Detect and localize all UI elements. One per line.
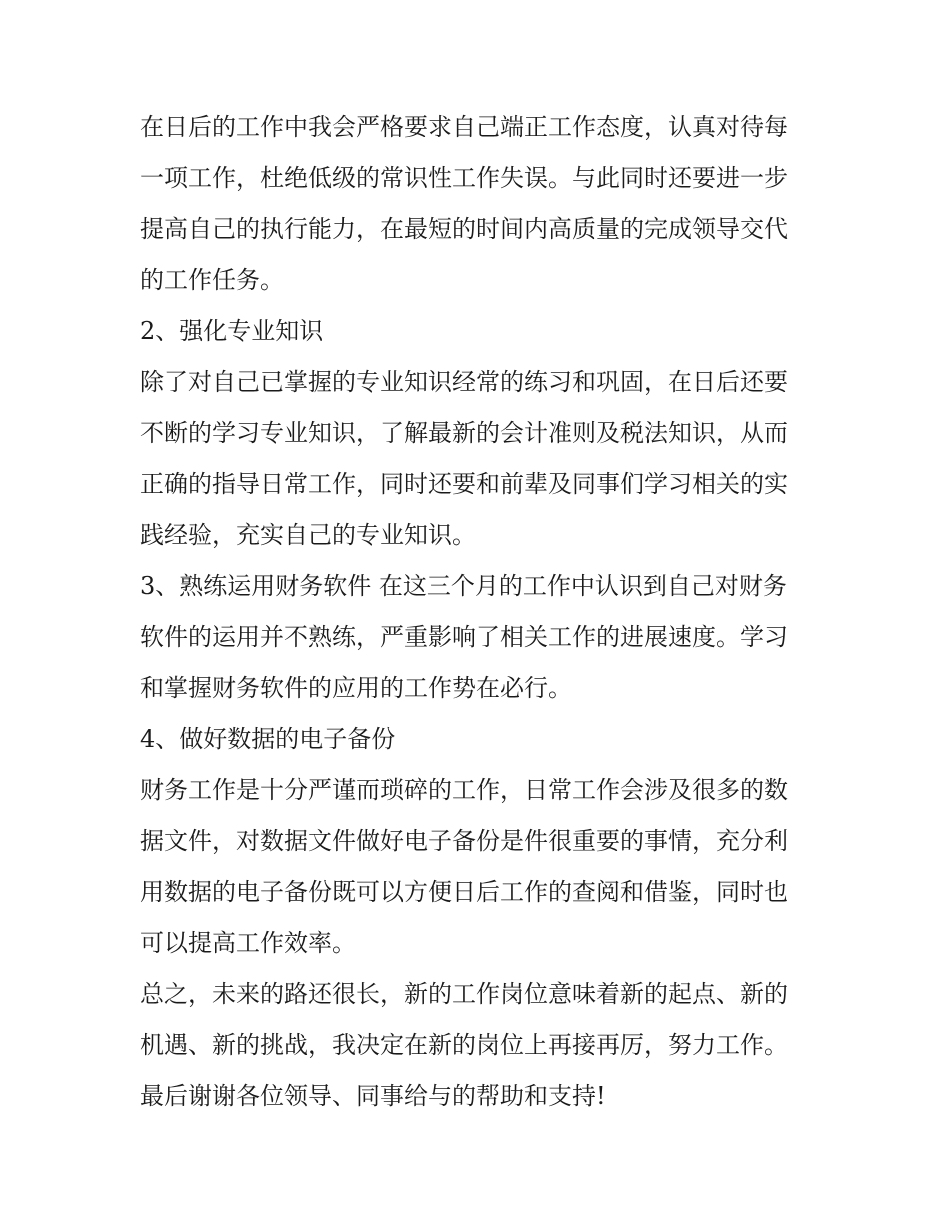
paragraph-line: 除了对自己已掌握的专业知识经常的练习和巩固，在日后还要 <box>140 368 788 396</box>
paragraph-line: 总之，未来的路还很长，新的工作岗位意味着新的起点、新的 <box>140 980 788 1008</box>
paragraph-line: 财务工作是十分严谨而琐碎的工作，日常工作会涉及很多的数 <box>140 776 788 804</box>
paragraph-line: 的工作任务。 <box>140 266 284 294</box>
section-heading: 3、熟练运用财务软件 在这三个月的工作中认识到自己对财务 <box>140 572 787 600</box>
section-heading: 4、做好数据的电子备份 <box>140 725 396 753</box>
paragraph-line: 在日后的工作中我会严格要求自己端正工作态度，认真对待每 <box>140 113 788 141</box>
paragraph-line: 提高自己的执行能力，在最短的时间内高质量的完成领导交代 <box>140 215 788 243</box>
paragraph-line: 践经验，充实自己的专业知识。 <box>140 521 476 549</box>
paragraph-line: 可以提高工作效率。 <box>140 929 356 957</box>
paragraph-line: 正确的指导日常工作，同时还要和前辈及同事们学习相关的实 <box>140 470 788 498</box>
paragraph-line: 不断的学习专业知识，了解最新的会计准则及税法知识，从而 <box>140 419 788 447</box>
paragraph-line: 据文件，对数据文件做好电子备份是件很重要的事情，充分利 <box>140 827 788 855</box>
document-body <box>140 102 820 1122</box>
paragraph-line: 机遇、新的挑战，我决定在新的岗位上再接再厉，努力工作。 <box>140 1031 788 1059</box>
paragraph-line: 最后谢谢各位领导、同事给与的帮助和支持! <box>140 1082 606 1110</box>
section-heading: 2、强化专业知识 <box>140 317 324 345</box>
paragraph-line: 软件的运用并不熟练，严重影响了相关工作的进展速度。学习 <box>140 623 788 651</box>
paragraph-line: 和掌握财务软件的应用的工作势在必行。 <box>140 674 572 702</box>
paragraph-line: 一项工作，杜绝低级的常识性工作失误。与此同时还要进一步 <box>140 164 788 192</box>
paragraph-line: 用数据的电子备份既可以方便日后工作的查阅和借鉴，同时也 <box>140 878 788 906</box>
